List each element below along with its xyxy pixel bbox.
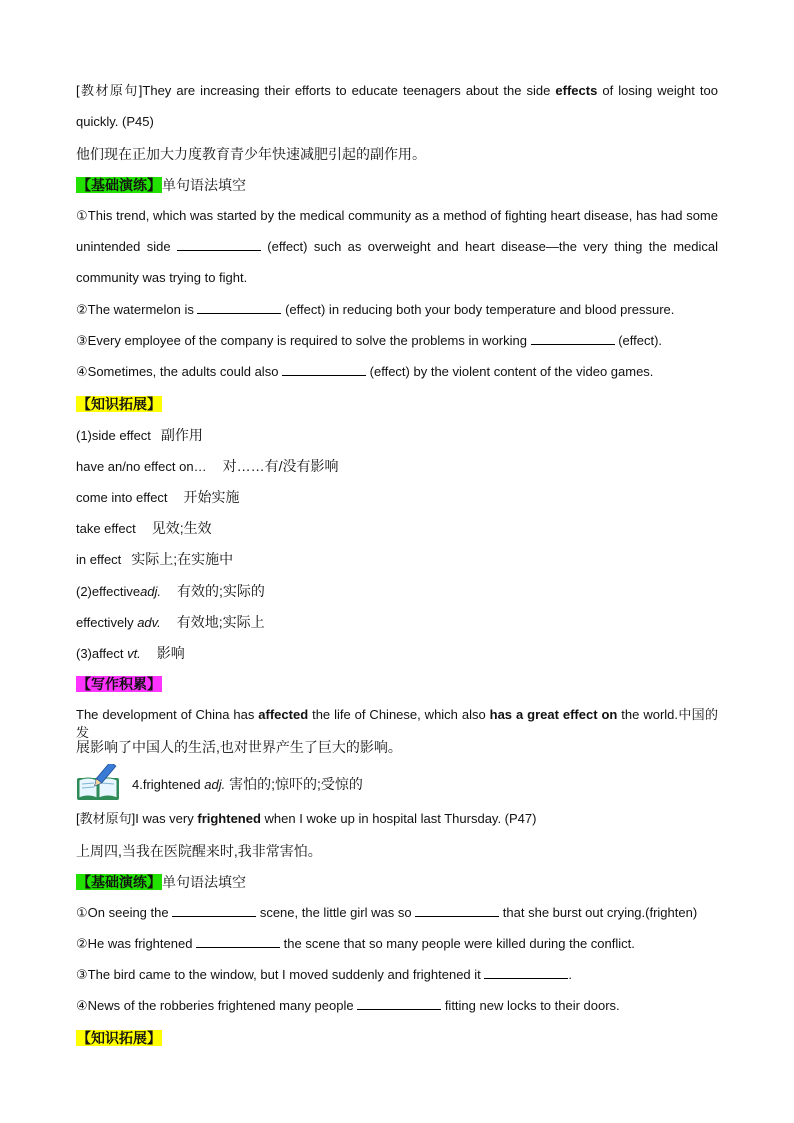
phrase-row: take effect 见效;生效 xyxy=(76,520,212,536)
answer-blank[interactable] xyxy=(196,935,280,948)
answer-blank[interactable] xyxy=(484,966,568,979)
section-tag-writing: 【写作积累】 xyxy=(77,676,161,692)
source-translation: 他们现在正加大力度教育青少年快速减肥引起的副作用。 xyxy=(76,146,426,162)
answer-blank[interactable] xyxy=(531,332,615,345)
section-tag-basic-practice-2: 【基础演练】单句语法填空 xyxy=(77,874,246,890)
phrase-row: have an/no effect on… 对……有/没有影响 xyxy=(76,458,339,474)
source-sentence-line2: quickly. (P45) xyxy=(76,114,154,129)
answer-blank[interactable] xyxy=(172,904,256,917)
source-sentence-frightened: [教材原句]I was very frightened when I woke up in hospital last Thursday. (P47) xyxy=(76,811,537,826)
book-pencil-icon xyxy=(76,764,120,802)
answer-blank[interactable] xyxy=(177,238,261,251)
exercise-3-frightened: ③The bird came to the window, but I moved suddenly and frightened it . xyxy=(76,967,573,982)
phrase-row: (2)effectiveadj. 有效的;实际的 xyxy=(76,583,265,599)
answer-blank[interactable] xyxy=(357,997,441,1010)
phrase-row: come into effect 开始实施 xyxy=(76,489,240,505)
exercise-4-frightened: ④News of the robberies frightened many people fitting new locks to their doors. xyxy=(76,998,620,1013)
exercise-1-frightened: ①On seeing the scene, the little girl was so that she burst out crying.(frighten) xyxy=(76,905,698,920)
section-tag-knowledge-expansion: 【知识拓展】 xyxy=(77,396,161,412)
phrase-row: in effect 实际上;在实施中 xyxy=(76,551,234,567)
exercise-4: ④Sometimes, the adults could also (effect) by the violent content of the video games. xyxy=(76,364,654,379)
source-translation-frightened: 上周四,当我在医院醒来时,我非常害怕。 xyxy=(76,843,322,859)
phrase-row: (3)affect vt. 影响 xyxy=(76,645,185,661)
writing-sentence-line2: 展影响了中国人的生活,也对世界产生了巨大的影响。 xyxy=(76,739,402,755)
exercise-1-line2: unintended side (effect) such as overweight and heart disease—the very thing the medical xyxy=(76,239,718,254)
phrase-row: (1)side effect 副作用 xyxy=(76,427,203,443)
answer-blank[interactable] xyxy=(415,904,499,917)
answer-blank[interactable] xyxy=(282,363,366,376)
section-tag-basic-practice: 【基础演练】单句语法填空 xyxy=(77,177,246,193)
exercise-1-line1: ①This trend, which was started by the medical community as a method of fighting heart disease, has had some xyxy=(76,208,718,223)
writing-sentence-line1: The development of China has affected the life of Chinese, which also has a great effect on the world.中国的发 xyxy=(76,707,718,740)
source-sentence-line1: [教材原句]They are increasing their efforts to educate teenagers about the side effects of losing weight too xyxy=(76,83,718,98)
entry-heading-frightened: 4.frightened adj. 害怕的;惊吓的;受惊的 xyxy=(132,776,363,792)
exercise-2-frightened: ②He was frightened the scene that so many people were killed during the conflict. xyxy=(76,936,635,951)
answer-blank[interactable] xyxy=(197,301,281,314)
exercise-2: ②The watermelon is (effect) in reducing both your body temperature and blood pressure. xyxy=(76,302,675,317)
phrase-row: effectively adv. 有效地;实际上 xyxy=(76,614,265,630)
section-tag-knowledge-expansion-2: 【知识拓展】 xyxy=(77,1030,161,1046)
exercise-3: ③Every employee of the company is required to solve the problems in working (effect). xyxy=(76,333,663,348)
exercise-1-line3: community was trying to fight. xyxy=(76,270,248,285)
